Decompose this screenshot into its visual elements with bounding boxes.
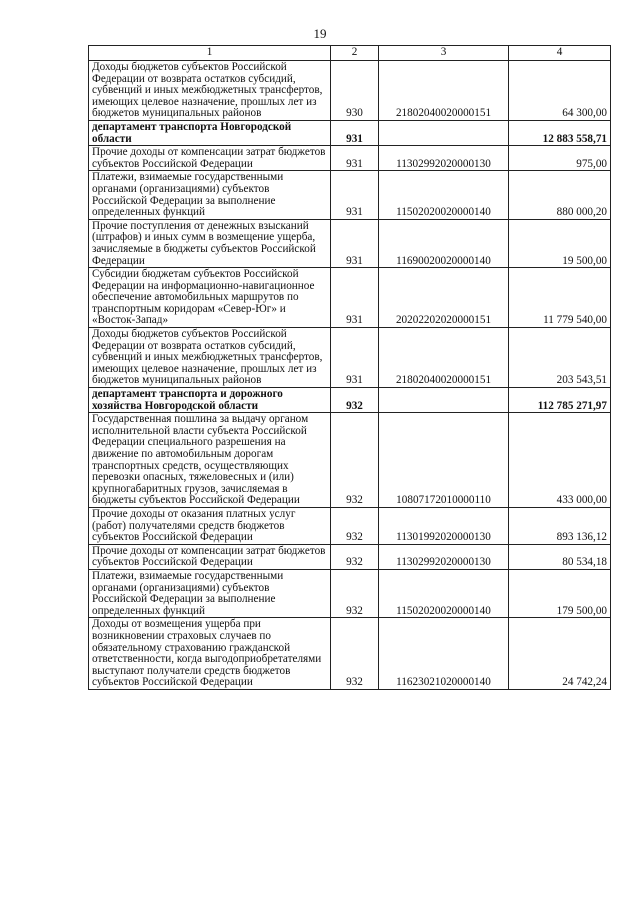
row-budget-code: 11690020020000140	[379, 219, 509, 267]
page-number: 19	[313, 26, 327, 41]
row-amount: 433 000,00	[509, 413, 611, 508]
row-admin-code: 932	[331, 544, 379, 569]
column-header-3: 3	[379, 46, 509, 61]
row-description: Прочие доходы от компенсации затрат бюджетов субъектов Российской Федерации	[89, 146, 331, 171]
table-row	[89, 219, 611, 267]
table-row	[89, 507, 611, 544]
department-row	[89, 120, 611, 145]
row-description: Платежи, взимаемые государственными органами (организациями) субъектов Российской Федерации за выполнение определенных функций	[89, 569, 331, 617]
row-description: Доходы бюджетов субъектов Российской Федерации от возврата остатков субсидий, субвенций и иных межбюджетных трансфертов, имеющих целевое назначение, прошлых лет из бюджетов муниципальных районов	[89, 328, 331, 388]
row-admin-code: 930	[331, 61, 379, 121]
table-row	[89, 328, 611, 388]
row-admin-code: 931	[331, 171, 379, 219]
row-budget-code: 21802040020000151	[379, 328, 509, 388]
table-row	[89, 618, 611, 690]
table-body	[89, 61, 611, 690]
row-budget-code: 11302992020000130	[379, 544, 509, 569]
revenue-table	[88, 45, 611, 690]
table-row	[89, 413, 611, 508]
row-amount: 975,00	[509, 146, 611, 171]
row-budget-code	[379, 388, 509, 413]
row-description: департамент транспорта Новгородской области	[89, 120, 331, 145]
row-amount: 880 000,20	[509, 171, 611, 219]
row-amount: 893 136,12	[509, 507, 611, 544]
row-admin-code: 932	[331, 507, 379, 544]
row-admin-code: 932	[331, 569, 379, 617]
table-row	[89, 171, 611, 219]
row-description: Субсидии бюджетам субъектов Российской Федерации на информационно-навигационное обеспечение автомобильных маршрутов по транспортным коридорам «Север-Юг» и «Восток-Запад»	[89, 268, 331, 328]
row-budget-code: 21802040020000151	[379, 61, 509, 121]
row-amount: 179 500,00	[509, 569, 611, 617]
column-header-1: 1	[89, 46, 331, 61]
row-budget-code: 10807172010000110	[379, 413, 509, 508]
row-description: Государственная пошлина за выдачу органом исполнительной власти субъекта Российской Федерации специального разрешения на движение по автомобильным дорогам транспортных средств, осуществляющих перевозки опасных, тяжеловесных и (или) крупногабаритных грузов, зачисляемая в бюджеты субъектов Российской Федерации	[89, 413, 331, 508]
row-budget-code: 11301992020000130	[379, 507, 509, 544]
row-admin-code: 931	[331, 120, 379, 145]
row-admin-code: 932	[331, 388, 379, 413]
row-description: Платежи, взимаемые государственными органами (организациями) субъектов Российской Федерации за выполнение определенных функций	[89, 171, 331, 219]
row-amount: 24 742,24	[509, 618, 611, 690]
row-description: Доходы от возмещения ущерба при возникновении страховых случаев по обязательному страхованию гражданской ответственности, когда выгодоприобретателями выступают получатели средств бюджетов субъектов Российской Федерации	[89, 618, 331, 690]
row-budget-code: 11502020020000140	[379, 569, 509, 617]
row-admin-code: 931	[331, 219, 379, 267]
row-amount: 11 779 540,00	[509, 268, 611, 328]
column-header-2: 2	[331, 46, 379, 61]
row-amount: 19 500,00	[509, 219, 611, 267]
row-amount: 112 785 271,97	[509, 388, 611, 413]
row-amount: 64 300,00	[509, 61, 611, 121]
row-budget-code: 11502020020000140	[379, 171, 509, 219]
row-admin-code: 931	[331, 268, 379, 328]
row-description: Прочие доходы от оказания платных услуг (работ) получателями средств бюджетов субъектов Российской Федерации	[89, 507, 331, 544]
row-description: Прочие поступления от денежных взысканий (штрафов) и иных сумм в возмещение ущерба, зачисляемые в бюджеты субъектов Российской Федерации	[89, 219, 331, 267]
row-admin-code: 931	[331, 328, 379, 388]
table-header-row	[89, 46, 611, 61]
row-amount: 12 883 558,71	[509, 120, 611, 145]
row-description: Доходы бюджетов субъектов Российской Федерации от возврата остатков субсидий, субвенций и иных межбюджетных трансфертов, имеющих целевое назначение, прошлых лет из бюджетов муниципальных районов	[89, 61, 331, 121]
row-amount: 203 543,51	[509, 328, 611, 388]
row-description: департамент транспорта и дорожного хозяйства Новгородской области	[89, 388, 331, 413]
row-admin-code: 932	[331, 618, 379, 690]
row-budget-code: 11623021020000140	[379, 618, 509, 690]
department-row	[89, 388, 611, 413]
table-row	[89, 61, 611, 121]
row-budget-code: 11302992020000130	[379, 146, 509, 171]
row-budget-code	[379, 120, 509, 145]
row-description: Прочие доходы от компенсации затрат бюджетов субъектов Российской Федерации	[89, 544, 331, 569]
column-header-4: 4	[509, 46, 611, 61]
row-amount: 80 534,18	[509, 544, 611, 569]
table-row	[89, 146, 611, 171]
row-admin-code: 931	[331, 146, 379, 171]
row-admin-code: 932	[331, 413, 379, 508]
table-row	[89, 268, 611, 328]
table-row	[89, 569, 611, 617]
row-budget-code: 20202202020000151	[379, 268, 509, 328]
table-row	[89, 544, 611, 569]
